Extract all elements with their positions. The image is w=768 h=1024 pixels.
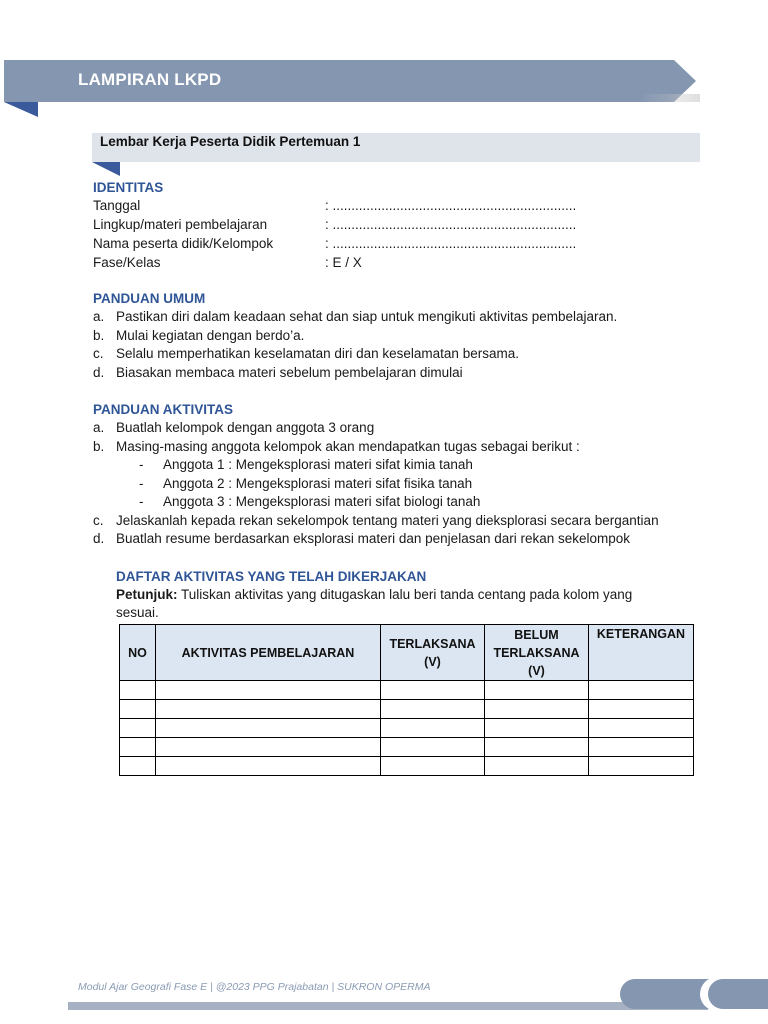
column-header-aktivitas: AKTIVITAS PEMBELAJARAN	[156, 625, 381, 681]
header-banner-shadow	[640, 94, 700, 102]
identitas-label: Lingkup/materi pembelajaran	[93, 217, 268, 232]
identitas-row	[93, 255, 613, 273]
table-cell[interactable]	[156, 700, 381, 719]
petunjuk-line	[116, 587, 632, 602]
column-header-no: NO	[120, 625, 156, 681]
table-cell[interactable]	[589, 700, 694, 719]
list-text: Masing-masing anggota kelompok akan mendapatkan tugas sebagai berikut :	[116, 439, 580, 454]
table-cell[interactable]	[120, 700, 156, 719]
panduan-umum-heading: PANDUAN UMUM	[93, 291, 206, 306]
table-cell[interactable]	[589, 738, 694, 757]
footer-decoration	[708, 979, 768, 1009]
table-cell[interactable]	[381, 681, 485, 700]
list-marker: b.	[93, 439, 105, 454]
list-marker: -	[139, 494, 144, 509]
sub-banner-fold	[92, 162, 120, 176]
sub-list-item	[139, 494, 639, 512]
footer-text: Modul Ajar Geografi Fase E | @2023 PPG Prajabatan | SUKRON OPERMA	[78, 981, 431, 993]
table-cell[interactable]	[485, 738, 589, 757]
list-item	[93, 420, 693, 438]
list-item	[93, 309, 693, 327]
table-cell[interactable]	[156, 757, 381, 776]
table-row	[120, 719, 694, 738]
list-text: Pastikan diri dalam keadaan sehat dan siap untuk mengikuti aktivitas pembelajaran.	[116, 309, 618, 324]
list-text: Buatlah kelompok dengan anggota 3 orang	[116, 420, 375, 435]
table-cell[interactable]	[485, 719, 589, 738]
list-text: Biasakan membaca materi sebelum pembelajaran dimulai	[116, 365, 463, 380]
header-banner-fold	[4, 102, 38, 117]
list-text: Anggota 2 : Mengeksplorasi materi sifat fisika tanah	[163, 476, 473, 491]
table-cell[interactable]	[381, 719, 485, 738]
footer-bar	[68, 1002, 708, 1010]
list-marker: c.	[93, 513, 104, 528]
list-marker: a.	[93, 420, 105, 435]
list-marker: -	[139, 457, 144, 472]
list-text: Buatlah resume berdasarkan eksplorasi materi dan penjelasan dari rekan sekelompok	[116, 531, 631, 546]
table-cell[interactable]	[381, 700, 485, 719]
table-cell[interactable]	[381, 738, 485, 757]
sub-title: Lembar Kerja Peserta Didik Pertemuan 1	[100, 134, 361, 149]
list-marker: c.	[93, 346, 104, 361]
table-cell[interactable]	[120, 738, 156, 757]
table-cell[interactable]	[120, 719, 156, 738]
identitas-row	[93, 198, 613, 216]
petunjuk-label: Petunjuk:	[116, 587, 178, 602]
identitas-row	[93, 217, 613, 235]
identitas-value: : .................................................................	[325, 236, 577, 251]
list-item	[93, 531, 713, 549]
list-marker: -	[139, 476, 144, 491]
list-item	[93, 346, 693, 364]
column-header-terlaksana: TERLAKSANA (V)	[381, 625, 485, 681]
identitas-row	[93, 236, 613, 254]
list-text: Mulai kegiatan dengan berdo’a.	[116, 328, 305, 343]
list-text: Anggota 3 : Mengeksplorasi materi sifat biologi tanah	[163, 494, 481, 509]
table-cell[interactable]	[120, 757, 156, 776]
column-header-belum-terlaksana: BELUM TERLAKSANA (V)	[485, 625, 589, 681]
panduan-aktivitas-heading: PANDUAN AKTIVITAS	[93, 402, 233, 417]
table-cell[interactable]	[156, 681, 381, 700]
table-cell[interactable]	[589, 757, 694, 776]
identitas-value: : E / X	[325, 255, 362, 270]
list-text: Jelaskanlah kepada rekan sekelompok tentang materi yang dieksplorasi secara bergantian	[116, 513, 659, 528]
table-cell[interactable]	[589, 719, 694, 738]
table-cell[interactable]	[485, 681, 589, 700]
table-cell[interactable]	[485, 700, 589, 719]
identitas-label: Fase/Kelas	[93, 255, 161, 270]
list-item	[93, 328, 693, 346]
list-marker: d.	[93, 365, 105, 380]
table-row	[120, 757, 694, 776]
identitas-label: Tanggal	[93, 198, 141, 213]
petunjuk-text-cont: sesuai.	[116, 605, 159, 620]
table-cell[interactable]	[156, 719, 381, 738]
table-header-row	[120, 625, 694, 681]
list-marker: a.	[93, 309, 105, 324]
identitas-value: : .................................................................	[325, 217, 577, 232]
sub-list-item	[139, 476, 639, 494]
list-item	[93, 513, 713, 531]
table-row	[120, 700, 694, 719]
list-marker: b.	[93, 328, 105, 343]
list-text: Anggota 1 : Mengeksplorasi materi sifat kimia tanah	[163, 457, 473, 472]
activity-table	[119, 624, 694, 776]
list-item	[93, 439, 693, 457]
list-item	[93, 365, 693, 383]
table-cell[interactable]	[120, 681, 156, 700]
identitas-heading: IDENTITAS	[93, 180, 164, 195]
daftar-heading: DAFTAR AKTIVITAS YANG TELAH DIKERJAKAN	[116, 569, 427, 584]
table-row	[120, 738, 694, 757]
identitas-label: Nama peserta didik/Kelompok	[93, 236, 274, 251]
sub-list-item	[139, 457, 639, 475]
petunjuk-text: Tuliskan aktivitas yang ditugaskan lalu beri tanda centang pada kolom yang	[177, 587, 633, 602]
list-marker: d.	[93, 531, 105, 546]
table-cell[interactable]	[589, 681, 694, 700]
list-text: Selalu memperhatikan keselamatan diri dan keselamatan bersama.	[116, 346, 519, 361]
identitas-value: : .................................................................	[325, 198, 577, 213]
table-cell[interactable]	[156, 738, 381, 757]
column-header-keterangan: KETERANGAN	[589, 625, 694, 681]
page-title: LAMPIRAN LKPD	[78, 70, 222, 89]
table-cell[interactable]	[381, 757, 485, 776]
table-row	[120, 681, 694, 700]
table-cell[interactable]	[485, 757, 589, 776]
